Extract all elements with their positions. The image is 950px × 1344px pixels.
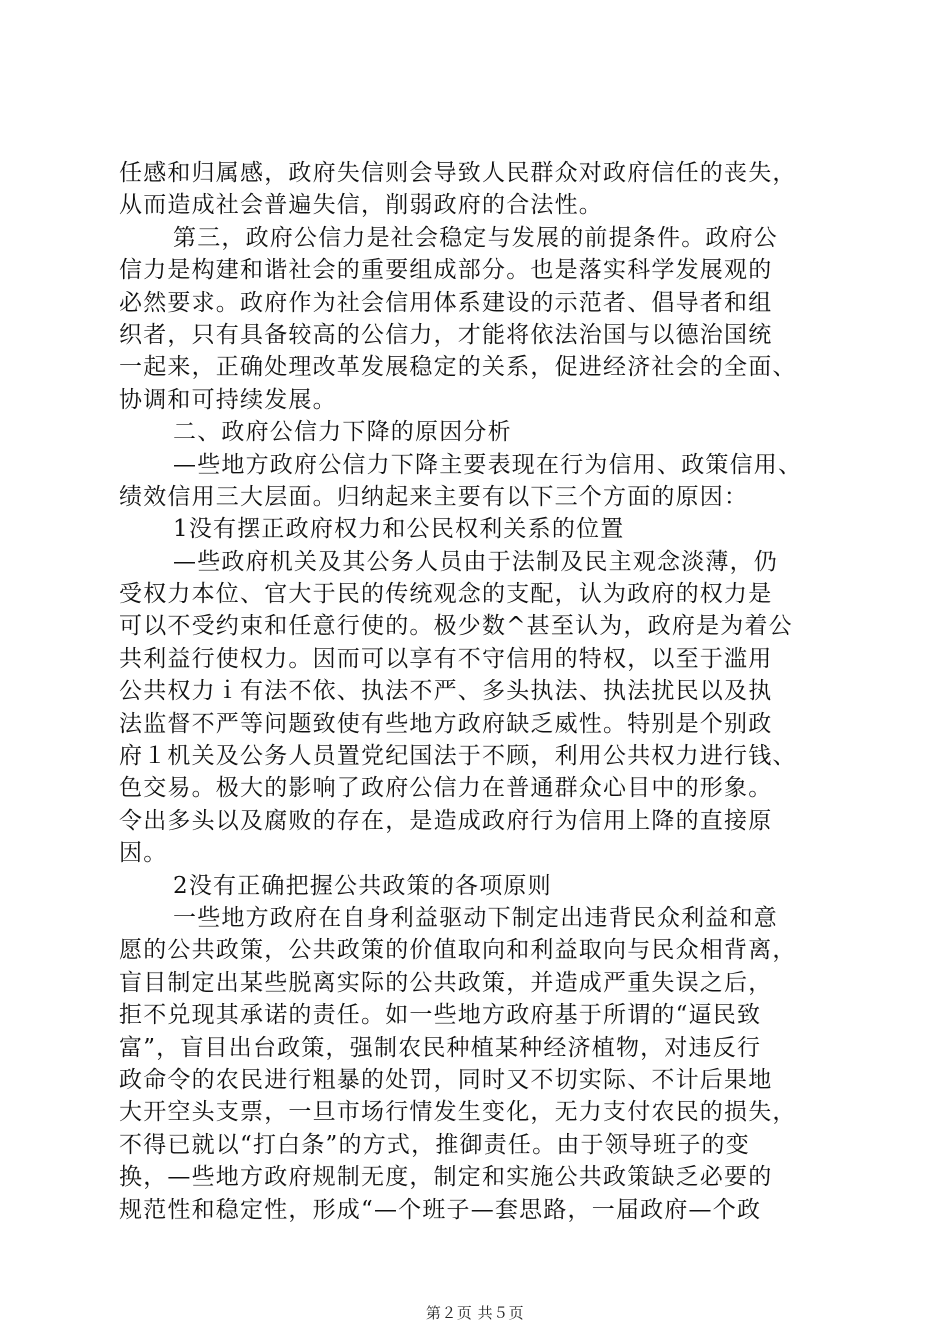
section-heading: 二、政府公信力下降的原因分析: [173, 419, 512, 446]
text-line: 色交易。极大的影响了政府公信力在普通群众心目中的形象。: [119, 775, 773, 802]
subsection-heading: 2没有正确把握公共政策的各项原则: [173, 872, 552, 899]
text-line: 共利益行使权力。因而可以享有不守信用的特权，以至于滥用: [119, 645, 773, 672]
text-line: 必然要求。政府作为社会信用体系建设的示范者、倡导者和组: [119, 289, 773, 316]
text-line: 信力是构建和谐社会的重要组成部分。也是落实科学发展观的: [119, 257, 773, 284]
page-number-footer: 第２页 共５页: [425, 1304, 525, 1322]
text-line: 盲目制定出某些脱离实际的公共政策，并造成严重失误之后，: [119, 969, 773, 996]
text-line: 法监督不严等问题致使有些地方政府缺乏威性。特别是个别政: [119, 710, 773, 737]
text-line: 从而造成社会普遍失信，削弱政府的合法性。: [119, 192, 603, 219]
text-line: 不得已就以“打白条”的方式，推御责任。由于领导班子的变: [119, 1131, 750, 1158]
text-line: 任感和归属感，政府失信则会导致人民群众对政府信任的丧失，: [119, 160, 797, 186]
text-line: 受权力本位、官大于民的传统观念的支配，认为政府的权力是: [119, 581, 773, 608]
text-line: 织者，只有具备较高的公信力，才能将依法治国与以德治国统: [119, 321, 773, 348]
text-line: 拒不兑现其承诺的责任。如一些地方政府基于所谓的“逼民致: [119, 1002, 762, 1029]
subsection-heading: 1没有摆正政府权力和公民权利关系的位置: [173, 516, 625, 543]
paragraph-start-line: 第三，政府公信力是社会稳定与发展的前提条件。政府公: [173, 224, 778, 251]
text-line: 可以不受约束和任意行使的。极少数^甚至认为，政府是为着公: [119, 613, 793, 640]
text-line: 换，—些地方政府规制无度，制定和实施公共政策缺乏必要的: [119, 1164, 773, 1191]
text-line: 公共权力ｉ有法不依、执法不严、多头执法、执法扰民以及执: [119, 678, 773, 705]
text-line: 令出多头以及腐败的存在，是造成政府行为信用上降的直接原: [119, 807, 773, 834]
text-line: 府１机关及公务人员置党纪国法于不顾，利用公共权力进行钱、: [119, 743, 797, 770]
document-body: [119, 157, 841, 1226]
text-line: 大开空头支票，一旦市场行情发生变化，无力支付农民的损失，: [119, 1099, 797, 1126]
text-line: 规范性和稳定性，形成“—个班子—套思路，一届政府—个政: [119, 1196, 762, 1223]
paragraph-start-line: 一些地方政府在自身利益驱动下制定出违背民众利益和意: [173, 904, 778, 931]
text-line: 绩效信用三大层面。归纳起来主要有以下三个方面的原因：: [119, 483, 749, 510]
paragraph-start-line: —些地方政府公信力下降主要表现在行为信用、政策信用、: [173, 451, 803, 478]
paragraph-start-line: —些政府机关及其公务人员由于法制及民主观念淡薄，仍: [173, 548, 778, 575]
text-line: 政命令的农民进行粗暴的处罚，同时又不切实际、不计后果地: [119, 1066, 773, 1093]
text-line: 富”，盲目出台政策，强制农民种植某种经济植物，对违反行: [119, 1034, 762, 1061]
text-line: 一起来，正确处理改革发展稳定的关系，促进经济社会的全面、: [119, 354, 797, 381]
text-line: 因。: [119, 840, 168, 867]
text-line: 协调和可持续发展。: [119, 386, 337, 413]
text-line: 愿的公共政策，公共政策的价值取向和利益取向与民众相背离，: [119, 937, 797, 964]
